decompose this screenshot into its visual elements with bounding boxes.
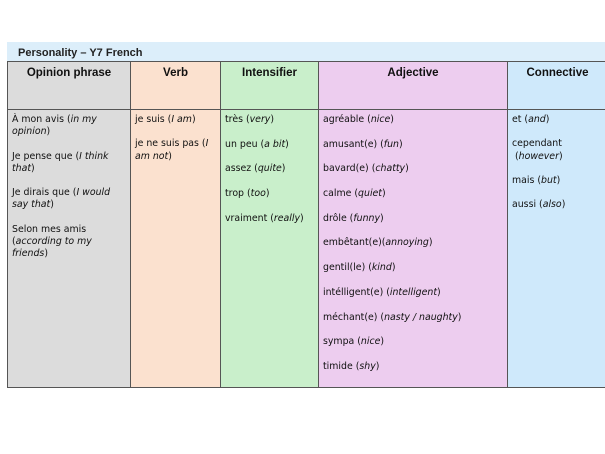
adjective-entry: méchant(e) (nasty / naughty) (323, 311, 462, 323)
connective-entry: et (and) (512, 114, 550, 125)
adjective-entry: calme (quiet) (323, 188, 386, 200)
adjective-entry: drôle (funny) (323, 212, 384, 224)
intensifier-entry: trop (too) (225, 188, 270, 200)
opinion-phrase-cell (8, 110, 131, 388)
adjective-entry: sympa (nice) (323, 336, 385, 348)
verb-cell (131, 110, 221, 388)
connective-entry: mais (but) (512, 174, 561, 186)
opinion-phrase-entry: Selon mes amis (according to my friends) (12, 223, 92, 260)
header-intensifier: Intensifier (221, 62, 319, 110)
adjective-entry: timide (shy) (323, 360, 380, 372)
intensifier-entry: vraiment (really) (225, 212, 304, 224)
header-connective: Connective (508, 62, 605, 110)
adjective-entry: embêtant(e)(annoying) (323, 237, 433, 249)
page-title: Personality – Y7 French (18, 47, 143, 59)
connective-cell (508, 110, 605, 388)
intensifier-entry: assez (quite) (225, 163, 286, 175)
adjective-entry: gentil(le) (kind) (323, 262, 396, 274)
header-adjective: Adjective (319, 62, 508, 110)
adjective-cell (319, 110, 508, 388)
connective-entry: aussi (also) (512, 199, 566, 211)
verb-entry: je ne suis pas (I am not) (135, 138, 209, 162)
verb-entry: je suis (I am) (135, 114, 196, 125)
intensifier-entry: un peu (a bit) (225, 138, 289, 150)
connective-entry: cependant (however) (512, 138, 563, 162)
intensifier-cell (221, 110, 319, 388)
vocabulary-row (8, 110, 605, 388)
intensifier-entry: très (very) (225, 114, 275, 125)
header-opinion-phrase: Opinion phrase (8, 62, 131, 110)
opinion-phrase-entry: Je pense que (I think that) (12, 150, 109, 174)
vocabulary-table (7, 61, 605, 388)
adjective-entry: intélligent(e) (intelligent) (323, 286, 441, 298)
header-verb: Verb (131, 62, 221, 110)
header-row (8, 62, 605, 110)
adjective-entry: amusant(e) (fun) (323, 138, 403, 150)
adjective-entry: agréable (nice) (323, 114, 394, 125)
adjective-entry: bavard(e) (chatty) (323, 163, 409, 175)
opinion-phrase-entry: À mon avis (in my opinion) (12, 114, 97, 138)
opinion-phrase-entry: Je dirais que (I would say that) (12, 187, 111, 211)
